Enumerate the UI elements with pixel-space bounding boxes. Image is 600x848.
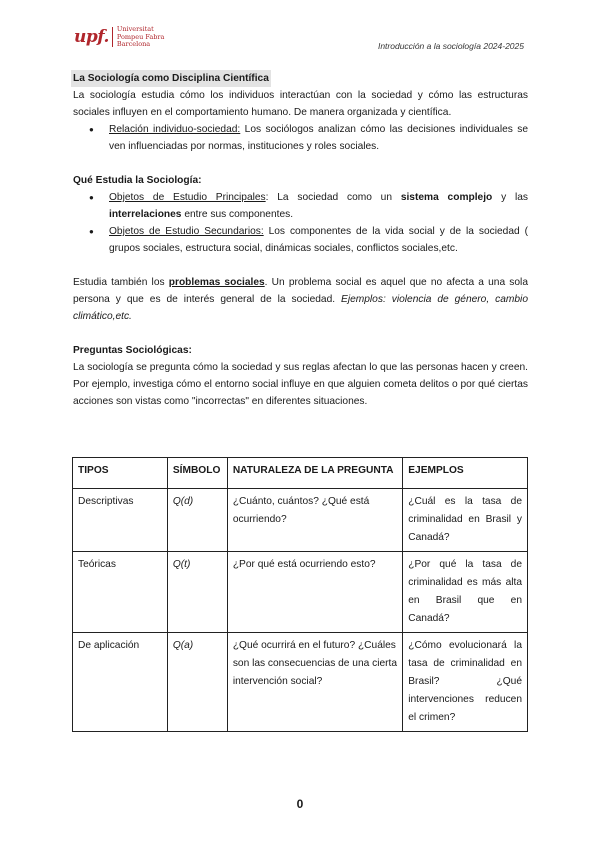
questions-table: [72, 457, 528, 732]
paragraph: Estudia también los problemas sociales. Un problema social es aquel que no afecta a una sola persona y que es de interés general de la sociedad. Ejemplos: violencia de género, cambio climático,etc.: [73, 277, 528, 322]
list-item: [109, 121, 528, 155]
cell-ejemplo: ¿Cómo evolucionará la tasa de criminalidad en Brasil? ¿Qué intervenciones reducen el crimen?: [403, 633, 528, 732]
cell-naturaleza: ¿Cuánto, cuántos? ¿Qué está ocurriendo?: [227, 489, 402, 552]
cell-tipo: Teóricas: [73, 552, 168, 633]
cell-naturaleza: ¿Qué ocurrirá en el futuro? ¿Cuáles son las consecuencias de una cierta intervención social?: [227, 633, 402, 732]
column-header: SÍMBOLO: [167, 458, 227, 489]
bullet-label: Relación individuo-sociedad:: [109, 124, 241, 135]
cell-simbolo: Q(d): [167, 489, 227, 552]
section-title: La Sociología como Disciplina Científica: [71, 70, 271, 87]
cell-tipo: De aplicación: [73, 633, 168, 732]
logo-mark: upf.: [74, 27, 109, 48]
column-header: NATURALEZA DE LA PREGUNTA: [227, 458, 402, 489]
cell-simbolo: Q(a): [167, 633, 227, 732]
table-row: [73, 552, 528, 633]
list-item: ● Objetos de Estudio Principales: La sociedad como un sistema complejo y las interrelaciones entre sus componentes.: [109, 189, 528, 223]
section-title: Qué Estudia la Sociología:: [73, 175, 202, 186]
bold-term: sistema complejo: [400, 192, 493, 203]
bullet-label: Objetos de Estudio Secundarios:: [109, 226, 264, 237]
bullet-text: Los componentes de la vida social y de la sociedad ( grupos sociales, estructura social, dinámicas sociales, conflictos sociales,etc.: [109, 226, 528, 254]
bold-term: interrelaciones: [109, 209, 182, 220]
table-header-row: [73, 458, 528, 489]
section-title: Preguntas Sociológicas:: [73, 345, 192, 356]
logo-separator: [112, 27, 113, 47]
course-header: Introducción a la sociología 2024-2025: [377, 41, 524, 51]
examples-text: Ejemplos: violencia de género, cambio climático,etc.: [73, 294, 528, 322]
bullet-list: [73, 189, 528, 257]
logo-line: Universitat: [116, 25, 154, 33]
cell-simbolo: Q(t): [167, 552, 227, 633]
table-row: [73, 489, 528, 552]
bullet-text: Los sociólogos analizan cómo las decisiones individuales se ven influenciadas por normas, instituciones y roles sociales.: [109, 124, 529, 152]
table-row: [73, 633, 528, 732]
cell-ejemplo: ¿Cuál es la tasa de criminalidad en Brasil y Canadá?: [403, 489, 528, 552]
logo-text: [117, 26, 165, 49]
bold-term: problemas sociales: [168, 277, 265, 288]
column-header: TIPOS: [73, 458, 168, 489]
logo-line: Barcelona: [116, 40, 151, 48]
paragraph: La sociología estudia cómo los individuos interactúan con la sociedad y cómo las estructuras sociales influyen en el comportamiento humano. De manera organizada y científica.: [73, 90, 528, 118]
university-logo: [74, 26, 164, 49]
column-header: EJEMPLOS: [403, 458, 528, 489]
cell-ejemplo: ¿Por qué la tasa de criminalidad es más alta en Brasil que en Canadá?: [403, 552, 528, 633]
logo-line: Pompeu Fabra: [116, 32, 165, 41]
cell-tipo: Descriptivas: [73, 489, 168, 552]
document-body: [73, 70, 528, 410]
cell-naturaleza: ¿Por qué está ocurriendo esto?: [227, 552, 402, 633]
bullet-list: [73, 121, 528, 155]
bullet-label: Objetos de Estudio Principales: [109, 192, 266, 203]
page-number: 0: [296, 797, 304, 811]
list-item: [109, 223, 528, 257]
paragraph: La sociología se pregunta cómo la sociedad y sus reglas afectan lo que las personas hacen y creen. Por ejemplo, investiga cómo el entorno social influye en que alguien cometa delitos o por qué ciertas acciones son vistas como "incorrectas" en diferentes situaciones.: [73, 362, 528, 407]
